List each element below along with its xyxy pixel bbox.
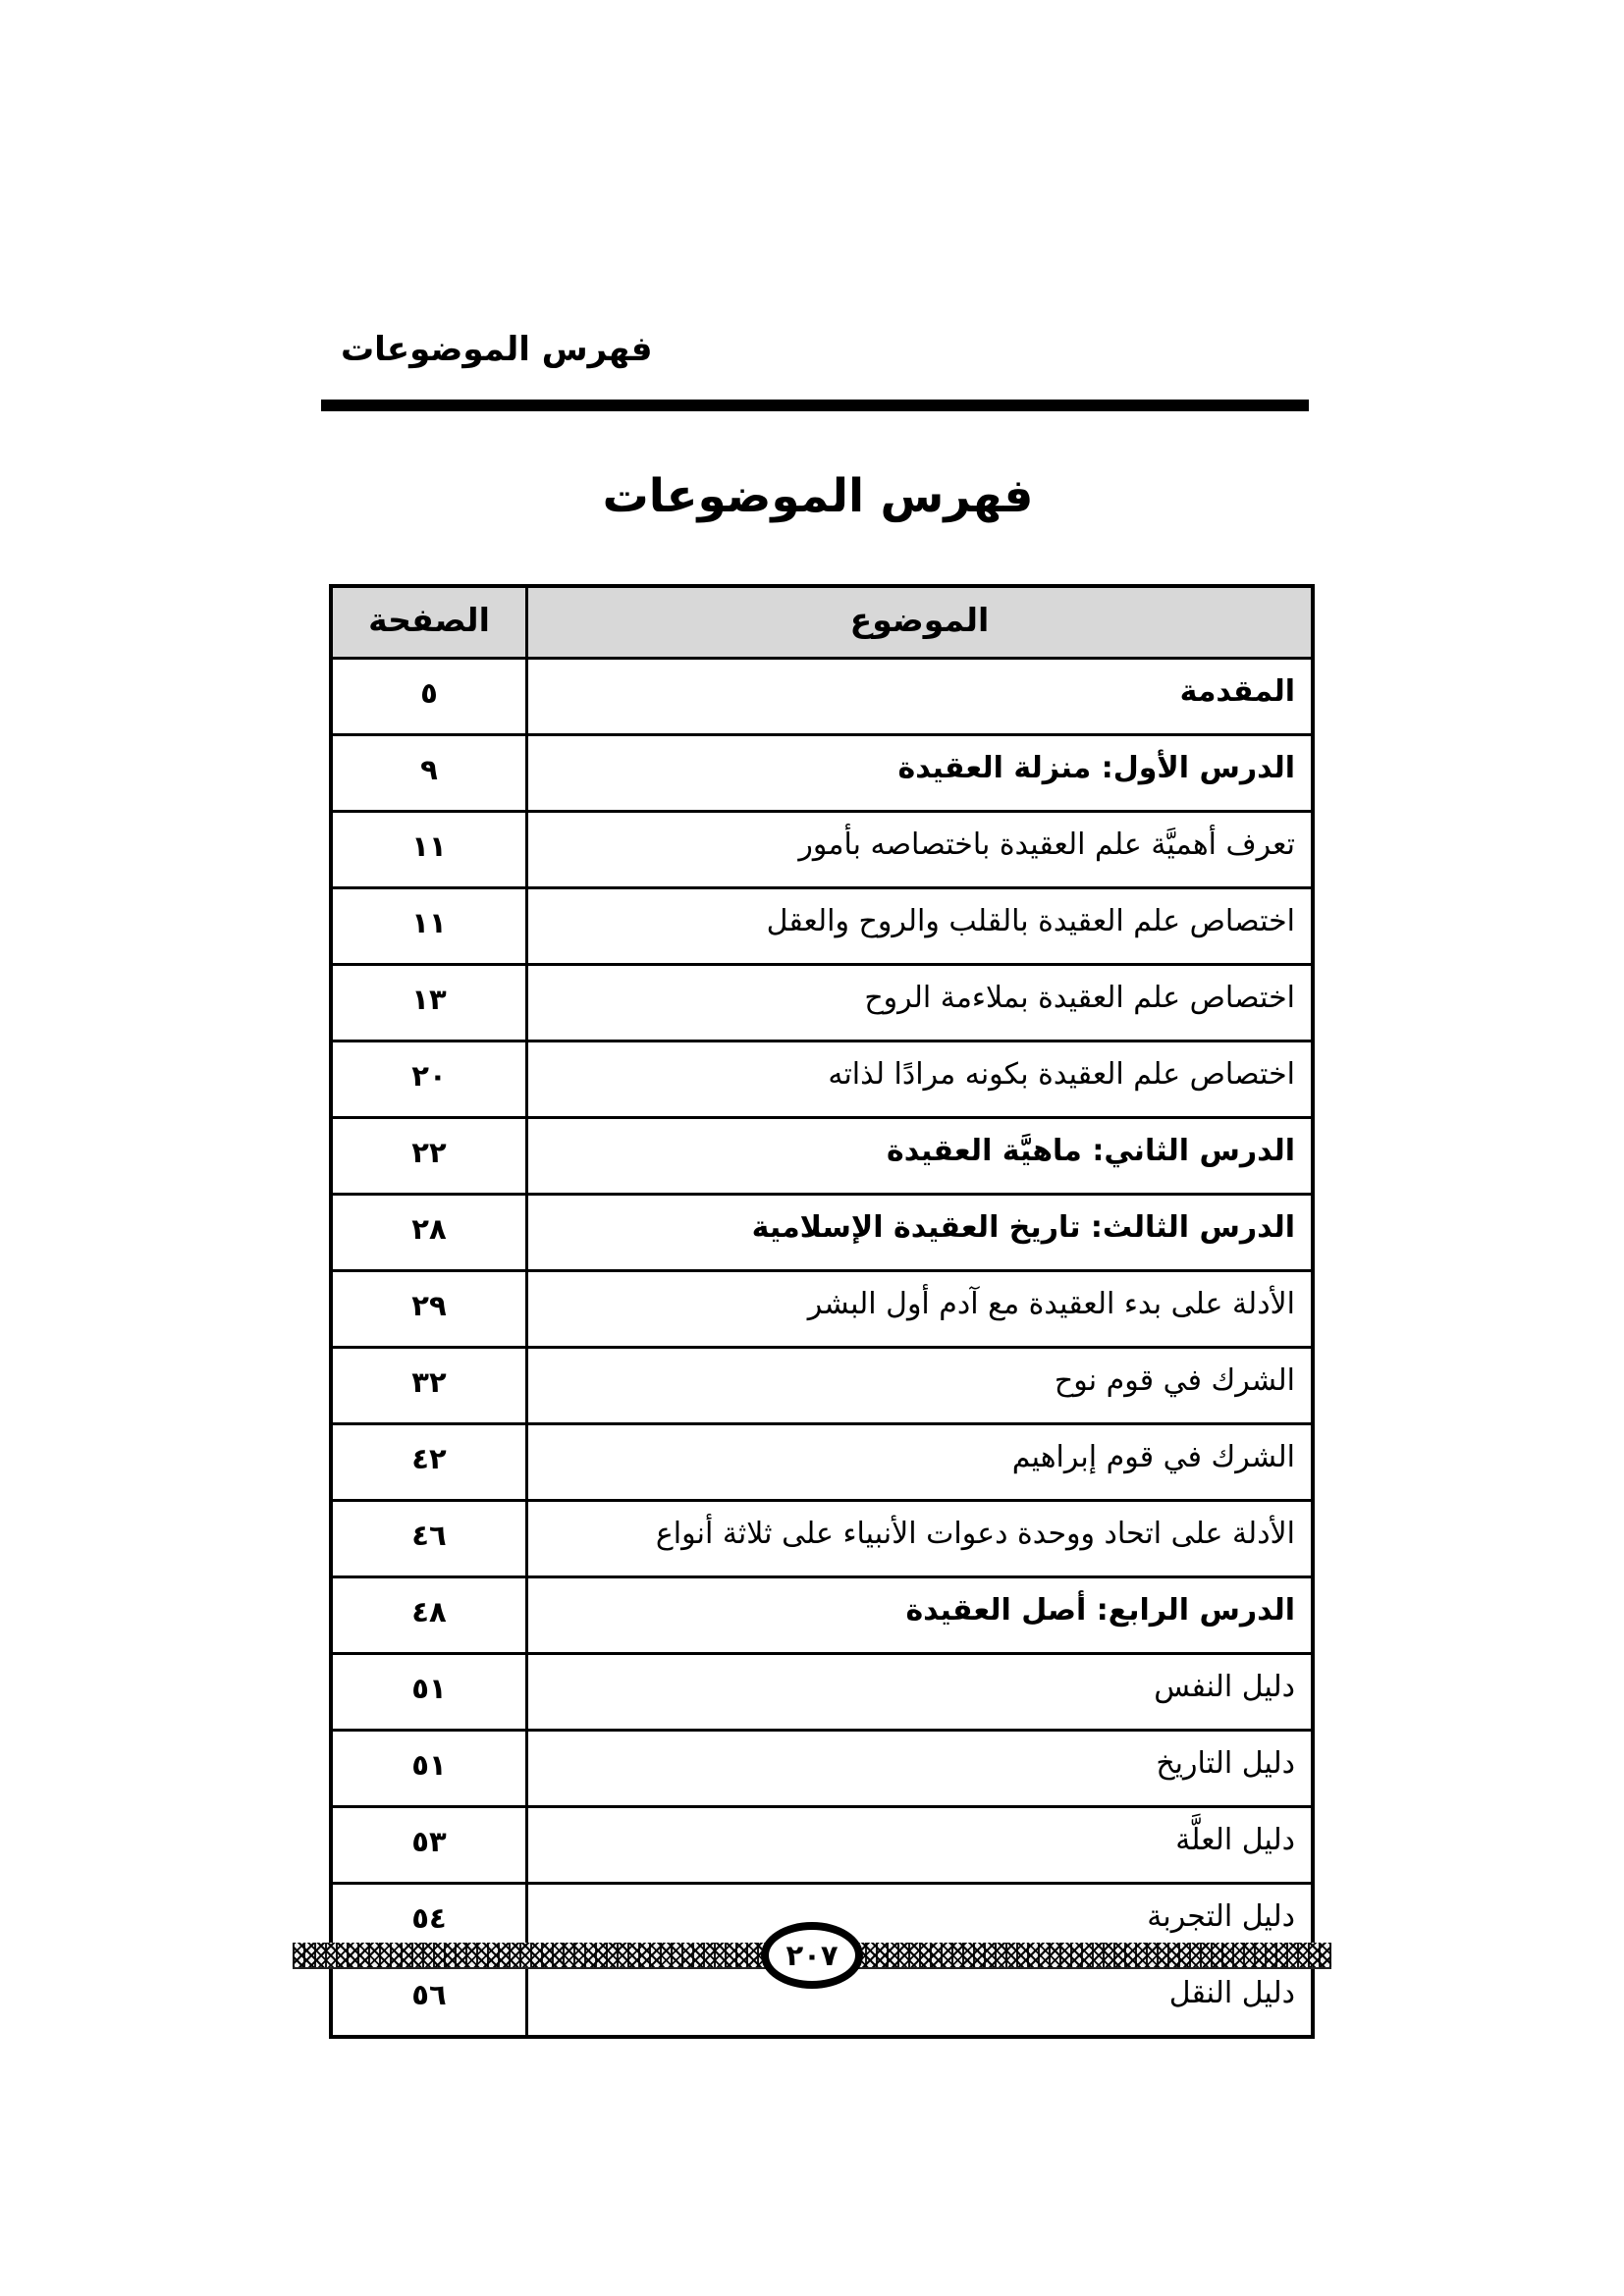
table-row: [331, 659, 1313, 735]
page-number: ٢٠٧: [785, 1939, 839, 1972]
topic-cell: اختصاص علم العقيدة بملاءمة الروح: [527, 965, 1314, 1041]
topic-cell: الشرك في قوم إبراهيم: [527, 1424, 1314, 1501]
table-row: [331, 812, 1313, 888]
page-number-cell: ٢٩: [331, 1271, 527, 1348]
toc-table: [329, 584, 1315, 2039]
table-row: [331, 735, 1313, 812]
topic-cell: دليل العلَّة: [527, 1807, 1314, 1884]
table-row: [331, 1577, 1313, 1654]
page-number-cell: ١١: [331, 888, 527, 965]
topic-cell: المقدمة: [527, 659, 1314, 735]
page-footer: [293, 1924, 1331, 1987]
table-row: [331, 888, 1313, 965]
table-row: [331, 1807, 1313, 1884]
table-row: [331, 1501, 1313, 1577]
toc-header-row: [331, 586, 1313, 659]
topic-cell: دليل النفس: [527, 1654, 1314, 1731]
page-number-cell: ٥١: [331, 1731, 527, 1807]
page-column-header: الصفحة: [331, 586, 527, 659]
page-number-cell: ٥١: [331, 1654, 527, 1731]
page-number-cell: ٤٢: [331, 1424, 527, 1501]
topic-cell: دليل التاريخ: [527, 1731, 1314, 1807]
topic-cell: اختصاص علم العقيدة بالقلب والروح والعقل: [527, 888, 1314, 965]
toc-table-body: [331, 659, 1313, 2038]
topic-cell: الأدلة على بدء العقيدة مع آدم أول البشر: [527, 1271, 1314, 1348]
page-number-cell: ٥٣: [331, 1807, 527, 1884]
table-row: [331, 1271, 1313, 1348]
page-title: فهرس الموضوعات: [602, 469, 1034, 523]
table-row: [331, 1654, 1313, 1731]
header-rule: [321, 400, 1309, 411]
page-number-cell: ٥٤: [331, 1884, 527, 1960]
table-row: [331, 1118, 1313, 1195]
page-number-cell: ٢٢: [331, 1118, 527, 1195]
table-row: [331, 1195, 1313, 1271]
page-number-cell: ٥٦: [331, 1960, 527, 2038]
page-number-cell: ٩: [331, 735, 527, 812]
table-row: [331, 1424, 1313, 1501]
page-number-badge: [761, 1922, 863, 1989]
page-number-cell: ١١: [331, 812, 527, 888]
table-row: [331, 1348, 1313, 1424]
page-number-cell: ٣٢: [331, 1348, 527, 1424]
page-number-cell: ٢٠: [331, 1041, 527, 1118]
topic-column-header: الموضوع: [527, 586, 1314, 659]
page-number-cell: ١٣: [331, 965, 527, 1041]
page-number-cell: ٥: [331, 659, 527, 735]
running-header: فهرس الموضوعات: [341, 330, 653, 369]
topic-cell: تعرف أهميَّة علم العقيدة باختصاصه بأمور: [527, 812, 1314, 888]
page-number-cell: ٤٦: [331, 1501, 527, 1577]
topic-cell: الدرس الثاني: ماهيَّة العقيدة: [527, 1118, 1314, 1195]
topic-cell: الدرس الثالث: تاريخ العقيدة الإسلامية: [527, 1195, 1314, 1271]
topic-cell: الأدلة على اتحاد ووحدة دعوات الأنبياء على ثلاثة أنواع: [527, 1501, 1314, 1577]
page-number-cell: ٤٨: [331, 1577, 527, 1654]
page-number-cell: ٢٨: [331, 1195, 527, 1271]
topic-cell: الدرس الرابع: أصل العقيدة: [527, 1577, 1314, 1654]
topic-cell: الشرك في قوم نوح: [527, 1348, 1314, 1424]
topic-cell: اختصاص علم العقيدة بكونه مرادًا لذاته: [527, 1041, 1314, 1118]
table-row: [331, 965, 1313, 1041]
topic-cell: دليل النقل: [527, 1960, 1314, 2038]
topic-cell: دليل التجربة: [527, 1884, 1314, 1960]
table-row: [331, 1041, 1313, 1118]
table-row: [331, 1731, 1313, 1807]
topic-cell: الدرس الأول: منزلة العقيدة: [527, 735, 1314, 812]
